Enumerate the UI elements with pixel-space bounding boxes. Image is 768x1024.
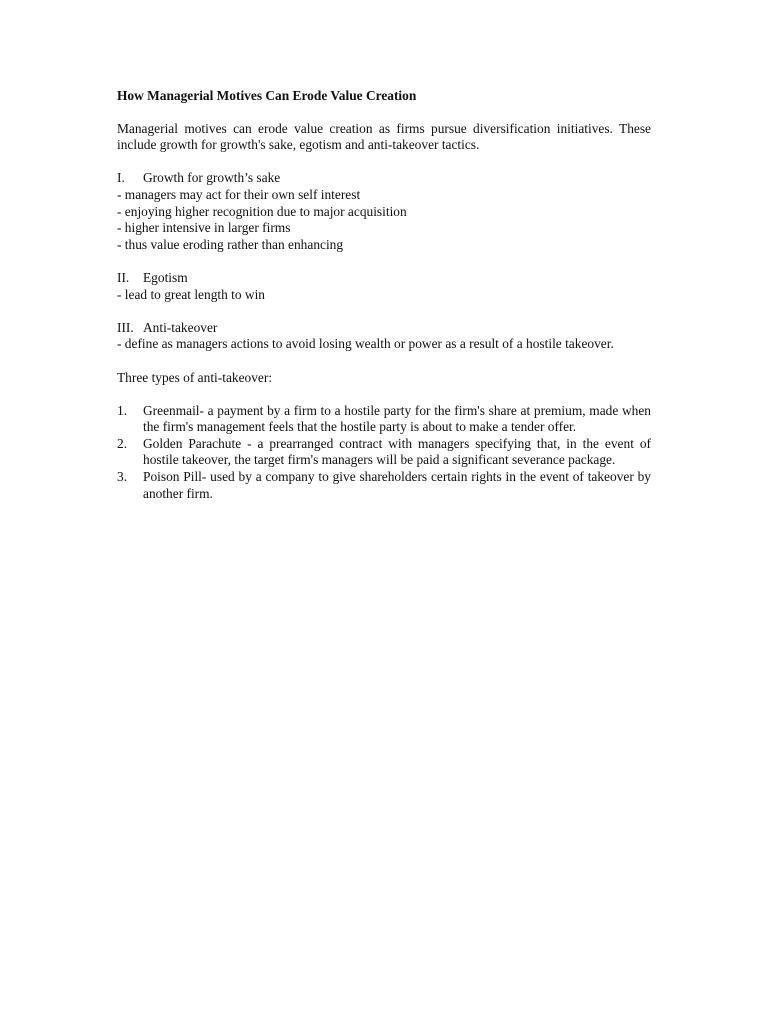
list-text: Golden Parachute - a prearranged contract with managers specifying that, in the event of hostile takeover, the target firm's managers will be paid a significant severance package. <box>143 435 651 468</box>
bullet-item: - managers may act for their own self interest <box>117 186 361 202</box>
bullet-list <box>117 187 651 253</box>
list-number: 2. <box>117 435 128 451</box>
numbered-list <box>117 403 651 503</box>
section-heading <box>117 320 651 337</box>
bullet-item: - lead to great length to win <box>117 286 265 302</box>
types-intro: Three types of anti-takeover: <box>117 369 273 385</box>
list-text: Poison Pill- used by a company to give shareholders certain rights in the event of takeover by another firm. <box>143 469 651 501</box>
document-title: How Managerial Motives Can Erode Value Creation <box>117 88 417 103</box>
section-heading-text: Egotism <box>143 269 188 285</box>
section-number: II. <box>117 269 130 285</box>
bullet-list <box>117 287 651 304</box>
bullet-item: - enjoying higher recognition due to major acquisition <box>117 203 407 219</box>
section-egotism <box>117 270 651 303</box>
list-number: 1. <box>117 402 128 418</box>
bullet-item: - define as managers actions to avoid losing wealth or power as a result of a hostile takeover. <box>117 336 614 352</box>
section-growth <box>117 170 651 253</box>
list-item-greenmail <box>117 403 651 436</box>
section-heading-text: Growth for growth’s sake <box>143 170 281 186</box>
intro-paragraph: Managerial motives can erode value creation as firms pursue diversification initiatives. These include growth for growth's sake, egotism and anti-takeover tactics. <box>117 120 651 153</box>
list-text: Greenmail- a payment by a firm to a hostile party for the firm's share at premium, made when the firm's management feels that the hostile party is about to make a tender offer. <box>143 402 651 435</box>
section-number: III. <box>117 319 134 335</box>
bullet-item: - higher intensive in larger firms <box>117 220 291 236</box>
section-heading <box>117 170 651 187</box>
bullet-list <box>117 336 651 353</box>
list-item-golden-parachute <box>117 436 651 469</box>
list-item-poison-pill <box>117 469 651 502</box>
section-anti-takeover <box>117 320 651 353</box>
section-heading-text: Anti-takeover <box>143 319 218 335</box>
bullet-item: - thus value eroding rather than enhancing <box>117 236 344 252</box>
list-number: 3. <box>117 469 128 485</box>
section-heading <box>117 270 651 287</box>
document-page <box>117 88 651 502</box>
section-number: I. <box>117 170 125 186</box>
